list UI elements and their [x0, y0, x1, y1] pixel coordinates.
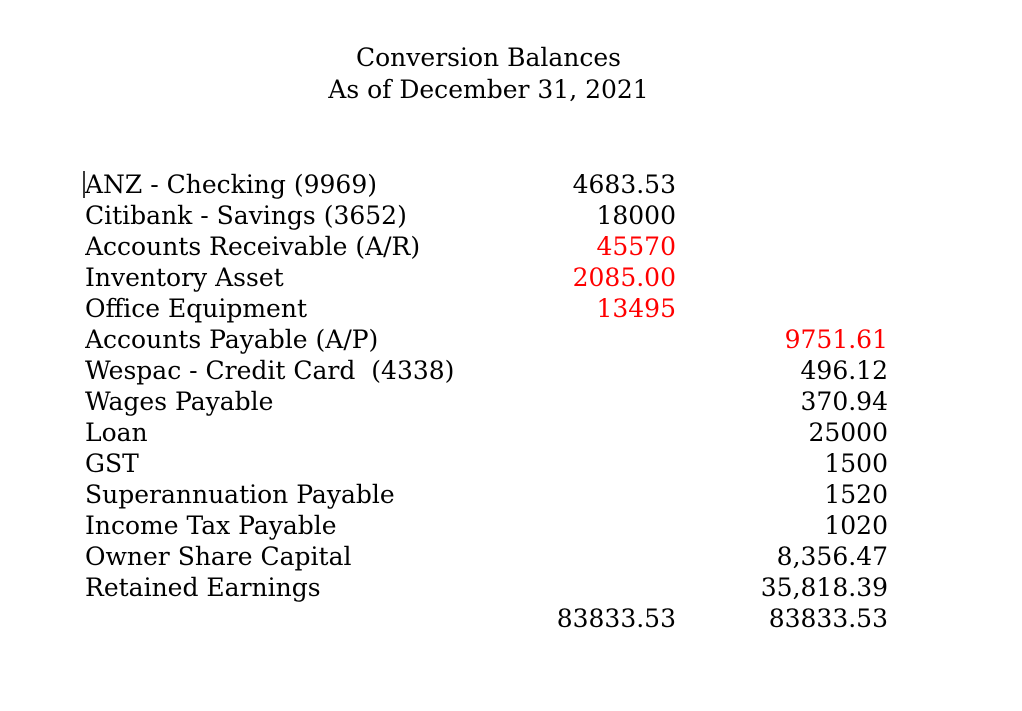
row-anz-checking [85, 169, 888, 200]
row-wages-payable [85, 386, 888, 417]
debit-amount [486, 541, 676, 572]
row-gst [85, 448, 888, 479]
account-label: Income Tax Payable [85, 511, 337, 540]
debit-amount: 2085.00 [572, 263, 676, 292]
debit-amount [486, 510, 676, 541]
debit-amount [486, 448, 676, 479]
account-label: Wespac - Credit Card (4338) [85, 356, 455, 385]
account-label: Retained Earnings [85, 573, 321, 602]
credit-amount: 1500 [824, 449, 888, 478]
credit-amount: 8,356.47 [776, 542, 888, 571]
report-subtitle: As of December 31, 2021 [328, 75, 649, 104]
report-title: Conversion Balances [356, 43, 621, 72]
account-label: Superannuation Payable [85, 480, 395, 509]
row-owner-share-capital [85, 541, 888, 572]
credit-amount: 1520 [824, 480, 888, 509]
account-label: Accounts Payable (A/P) [85, 325, 379, 354]
account-label: ANZ - Checking (9969) [85, 170, 377, 199]
credit-amount [676, 169, 888, 200]
debit-amount [486, 417, 676, 448]
conversion-balances-table[interactable] [85, 169, 888, 634]
debit-amount [486, 479, 676, 510]
text-caret [83, 171, 85, 198]
account-label: Inventory Asset [85, 263, 284, 292]
row-wespac-credit-card [85, 355, 888, 386]
report-header [85, 42, 892, 106]
debit-amount: 18000 [596, 201, 676, 230]
credit-amount: 9751.61 [784, 325, 888, 354]
debit-amount: 13495 [596, 294, 676, 323]
row-retained-earnings [85, 572, 888, 603]
credit-amount [676, 200, 888, 231]
credit-amount [676, 231, 888, 262]
account-label: Office Equipment [85, 294, 307, 323]
credit-amount: 496.12 [800, 356, 888, 385]
account-label: Loan [85, 418, 148, 447]
row-income-tax-payable [85, 510, 888, 541]
debit-total: 83833.53 [556, 604, 676, 633]
credit-amount: 1020 [824, 511, 888, 540]
row-citibank-savings [85, 200, 888, 231]
row-accounts-receivable [85, 231, 888, 262]
row-accounts-payable [85, 324, 888, 355]
row-totals [85, 603, 888, 634]
row-loan [85, 417, 888, 448]
credit-amount [676, 262, 888, 293]
debit-amount [486, 355, 676, 386]
totals-label [85, 603, 486, 634]
debit-amount [486, 572, 676, 603]
account-label: GST [85, 449, 139, 478]
row-superannuation-payable [85, 479, 888, 510]
debit-amount: 4683.53 [572, 170, 676, 199]
credit-amount: 35,818.39 [760, 573, 888, 602]
credit-total: 83833.53 [768, 604, 888, 633]
debit-amount [486, 386, 676, 417]
row-inventory-asset [85, 262, 888, 293]
account-label: Accounts Receivable (A/R) [85, 232, 421, 261]
credit-amount [676, 293, 888, 324]
debit-amount [486, 324, 676, 355]
credit-amount: 25000 [808, 418, 888, 447]
account-label: Owner Share Capital [85, 542, 352, 571]
debit-amount: 45570 [596, 232, 676, 261]
account-label: Wages Payable [85, 387, 274, 416]
row-office-equipment [85, 293, 888, 324]
account-label: Citibank - Savings (3652) [85, 201, 407, 230]
credit-amount: 370.94 [800, 387, 888, 416]
